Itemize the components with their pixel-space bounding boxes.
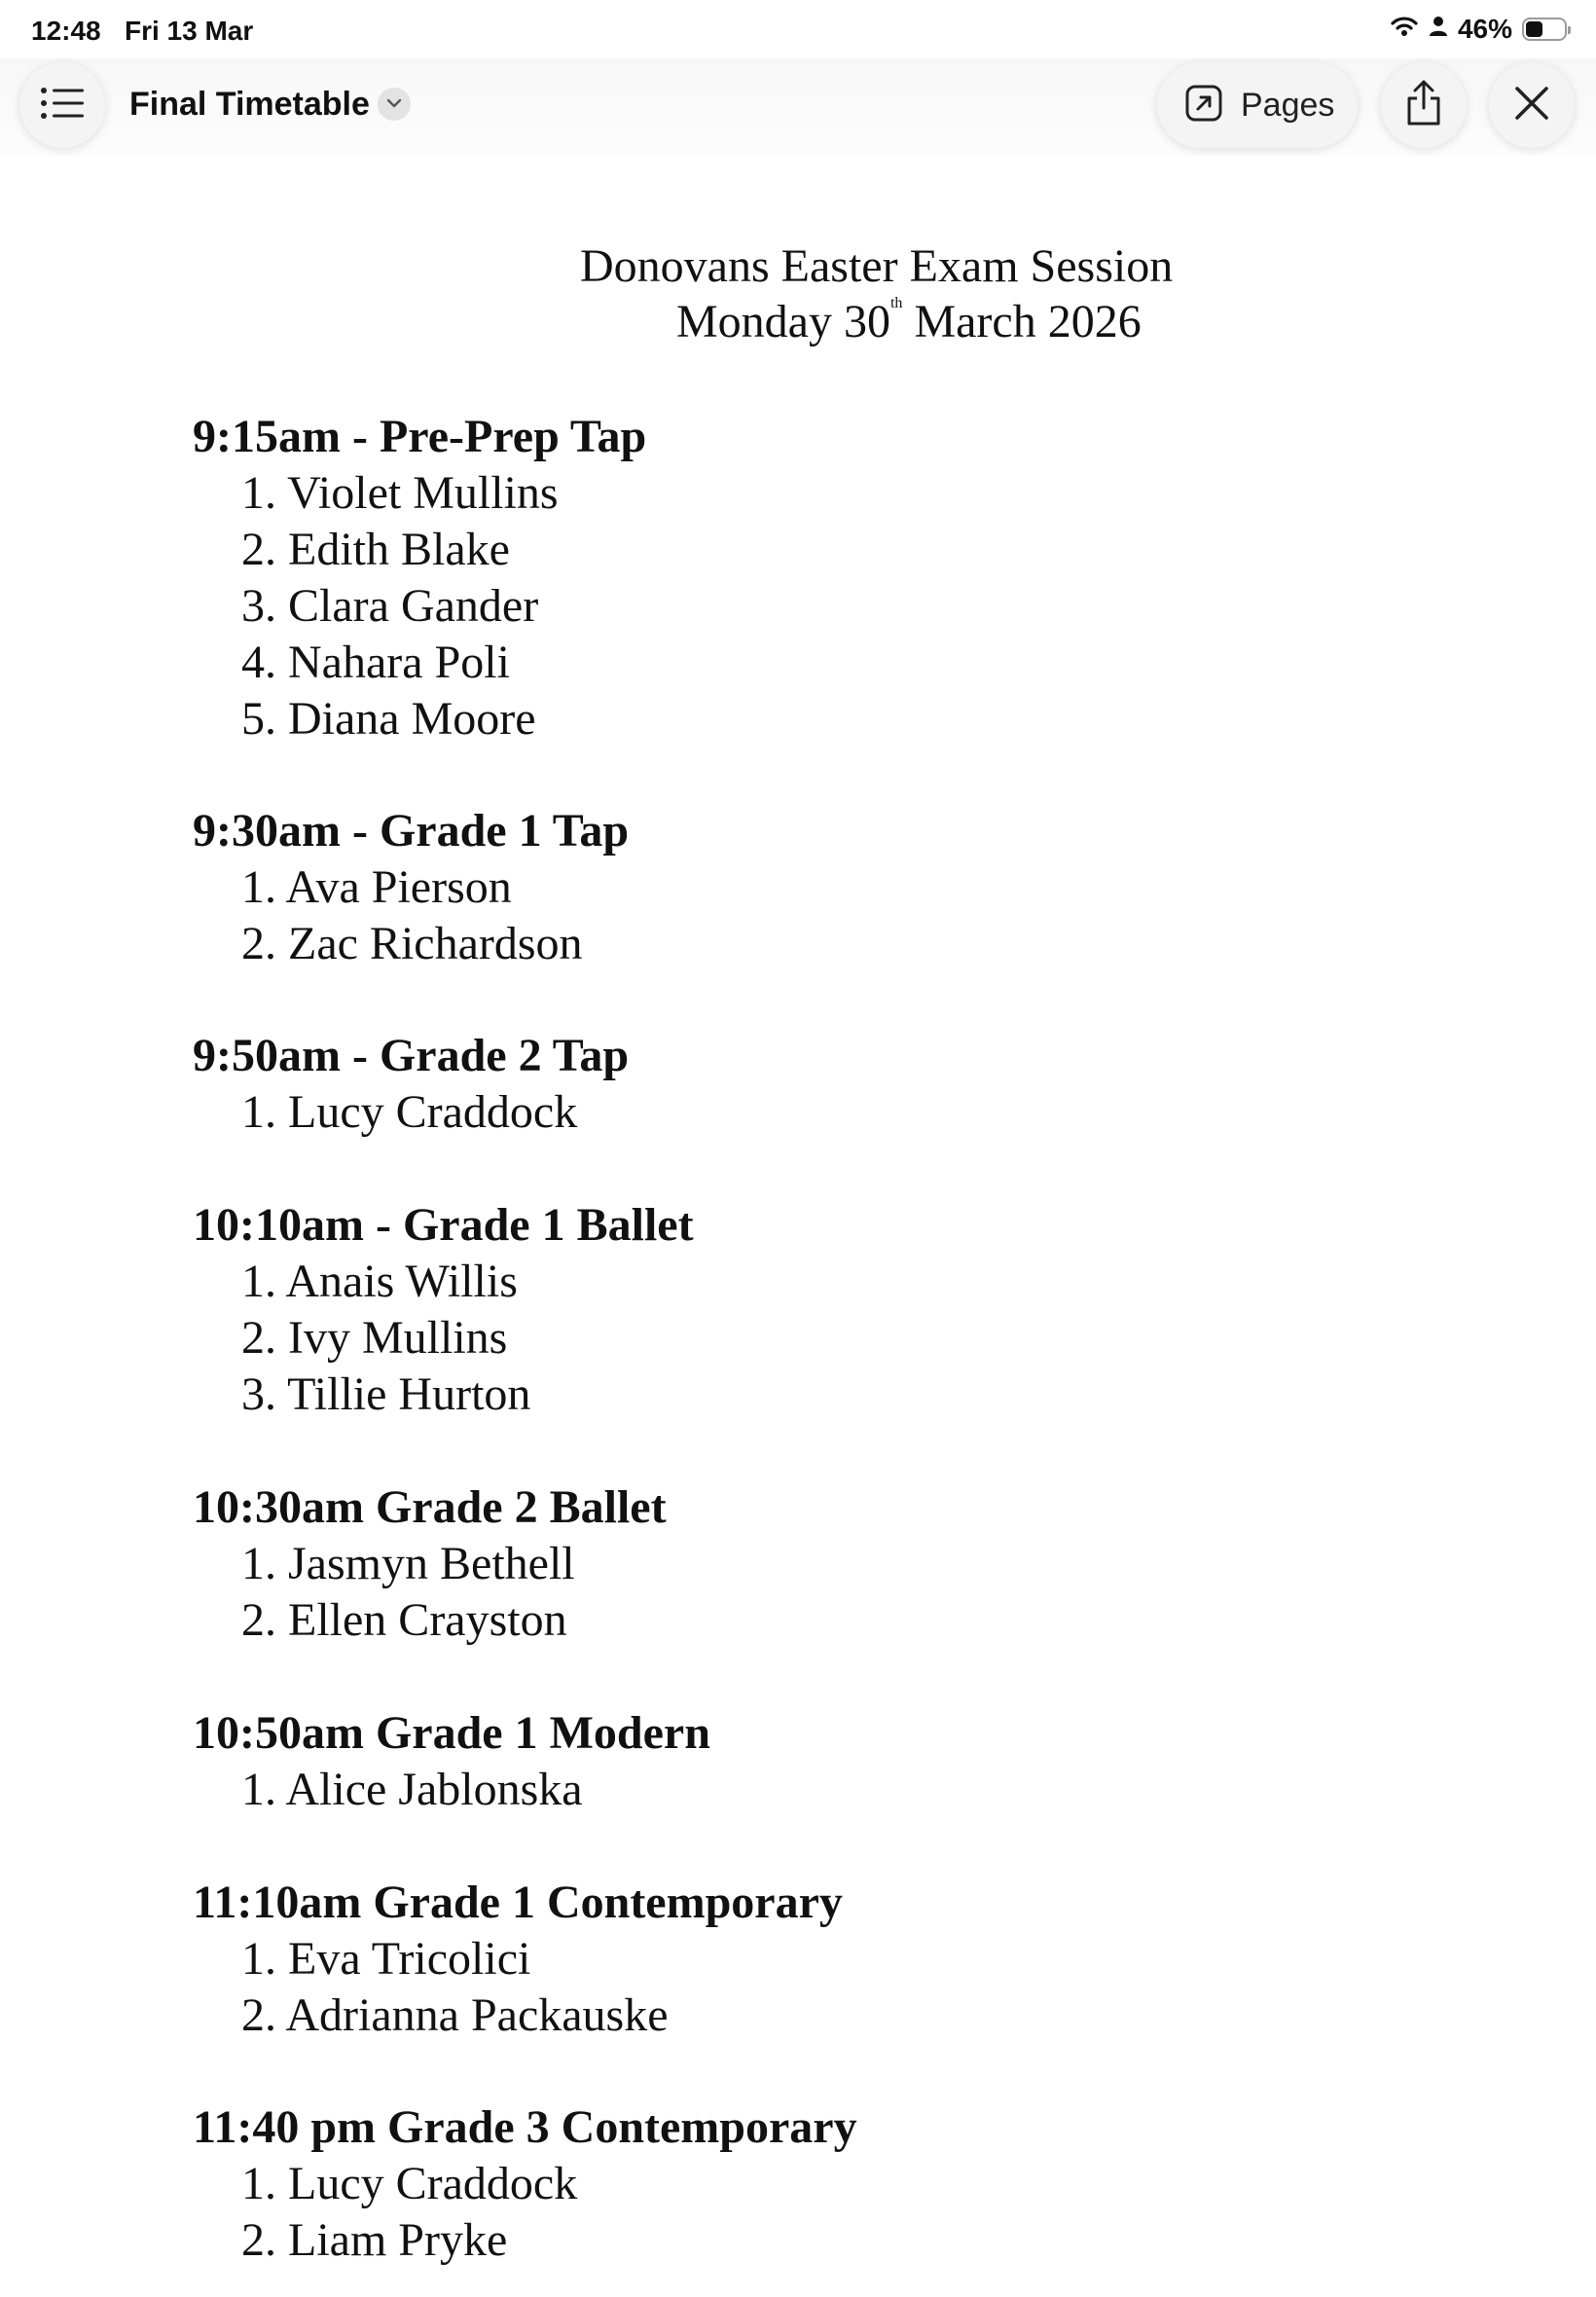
status-indicators <box>1390 14 1567 45</box>
document-date <box>676 295 1142 348</box>
student-list <box>193 1254 694 1423</box>
session-title: 9:50am - Grade 2 Tap <box>193 1030 630 1081</box>
student-list <box>193 1931 843 2044</box>
battery-percent: 46% <box>1457 14 1512 44</box>
student-item: 1. Alice Jablonska <box>241 1764 583 1815</box>
session-block <box>193 1479 667 1649</box>
session-block <box>193 409 646 747</box>
share-icon <box>1404 79 1443 132</box>
student-item: 1. Lucy Craddock <box>241 2158 578 2209</box>
student-list <box>193 465 646 747</box>
session-title: 9:15am - Pre-Prep Tap <box>193 411 647 462</box>
pages-label: Pages <box>1241 86 1335 124</box>
student-item: 2. Ellen Crayston <box>241 1594 567 1646</box>
student-item: 3. Clara Gander <box>241 580 539 632</box>
session-title: 9:30am - Grade 1 Tap <box>193 805 630 857</box>
document-toolbar <box>0 58 1596 156</box>
person-icon <box>1429 14 1448 45</box>
session-title: 11:10am Grade 1 Contemporary <box>193 1877 843 1928</box>
student-list <box>193 2156 857 2269</box>
date-prefix: Monday 30 <box>676 296 890 347</box>
document-page <box>0 156 1596 2297</box>
student-item: 2. Zac Richardson <box>241 918 583 969</box>
session-block <box>193 1875 843 2044</box>
student-item: 2. Liam Pryke <box>241 2214 508 2266</box>
student-item: 1. Ava Pierson <box>241 861 512 913</box>
outline-button[interactable] <box>19 62 105 148</box>
share-button[interactable] <box>1381 62 1467 148</box>
student-item: 1. Jasmyn Bethell <box>241 1538 575 1589</box>
session-block <box>193 1028 629 1141</box>
student-item: 2. Adrianna Packauske <box>241 1989 669 2041</box>
open-external-icon <box>1184 84 1223 128</box>
student-item: 1. Eva Tricolici <box>241 1933 531 1985</box>
student-list <box>193 859 629 972</box>
session-block <box>193 1705 710 1818</box>
document-heading: Donovans Easter Exam Session <box>580 240 1174 292</box>
student-item: 1. Violet Mullins <box>241 467 559 519</box>
close-icon <box>1513 85 1550 127</box>
session-block <box>193 803 629 972</box>
chevron-down-icon <box>386 95 402 113</box>
student-list <box>193 1536 667 1649</box>
close-button[interactable] <box>1489 62 1575 148</box>
status-bar <box>0 0 1596 58</box>
wifi-icon <box>1390 14 1419 45</box>
student-item: 2. Ivy Mullins <box>241 1312 508 1364</box>
student-list <box>193 1084 629 1141</box>
title-menu-button[interactable] <box>378 88 411 121</box>
status-time: 12:48 <box>31 16 101 46</box>
student-item: 4. Nahara Poli <box>241 637 510 688</box>
date-suffix: March 2026 <box>902 296 1142 347</box>
document-title[interactable]: Final Timetable <box>129 86 370 123</box>
student-item: 1. Lucy Craddock <box>241 1086 578 1138</box>
date-ordinal: th <box>889 295 903 311</box>
list-icon <box>40 87 85 125</box>
session-title: 10:50am Grade 1 Modern <box>193 1707 710 1759</box>
student-item: 5. Diana Moore <box>241 693 536 745</box>
open-in-pages-button[interactable] <box>1157 62 1358 148</box>
status-date: Fri 13 Mar <box>125 16 254 46</box>
session-title: 10:10am - Grade 1 Ballet <box>193 1199 694 1251</box>
student-item: 2. Edith Blake <box>241 524 510 575</box>
session-title: 11:40 pm Grade 3 Contemporary <box>193 2101 857 2153</box>
session-block <box>193 2099 857 2269</box>
session-block <box>193 1197 694 1423</box>
session-title: 10:30am Grade 2 Ballet <box>193 1481 667 1533</box>
battery-icon <box>1522 18 1567 41</box>
battery-fill <box>1526 21 1542 37</box>
student-item: 1. Anais Willis <box>241 1256 518 1307</box>
student-item: 3. Tillie Hurton <box>241 1368 531 1420</box>
student-list <box>193 1762 710 1818</box>
